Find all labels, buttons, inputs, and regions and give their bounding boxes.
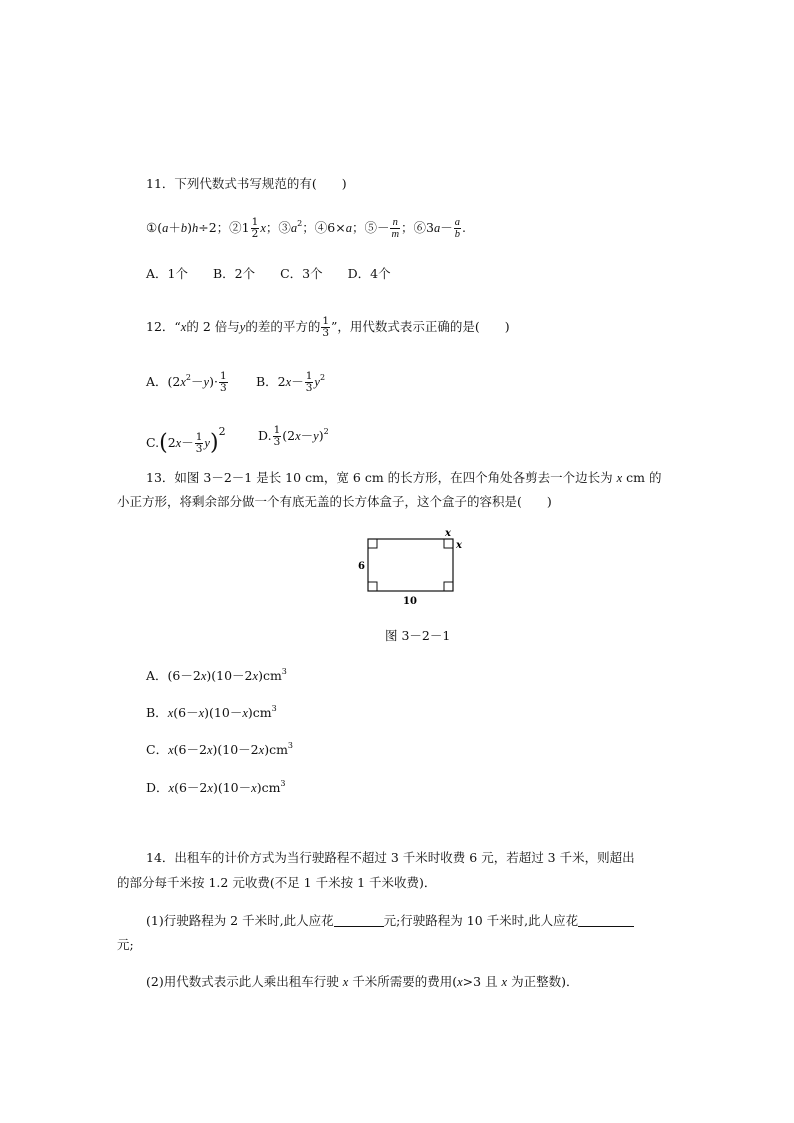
fraction: $\frac{n}{m}$ — [391, 217, 400, 240]
label-10: 10 — [403, 596, 417, 607]
q12-option-b: B．2x－ $\frac{1}{3}$ $y^2$ — [256, 370, 326, 394]
q13-option-c: C．$x(6-2x)(10-2x)cm^3$ — [146, 741, 294, 757]
q12-option-a: A．$(2x^2-y)\cdot$ $\frac{1}{3}$ — [146, 370, 227, 394]
q12-stem: 12．“x的 2 倍与y的差的平方的 $\frac{1}{3}$ ”，用代数式表示正确的是( ) — [146, 315, 510, 339]
label-x-top: x — [445, 528, 451, 539]
q11-stem: 11．下列代数式书写规范的有( ) — [146, 176, 347, 191]
q11-items: ①(a＋b)h÷2；②1 $\frac{1}{2}$ x；$③a^2$；④6×a；⑤－ $\frac{n}{m}$ ；⑥3a－ $\frac{a}{b}$ . — [146, 216, 466, 240]
q14-line1: 14．出租车的计价方式为当行驶路程不超过 3 千米时收费 6 元，若超过 3 千米，则超出 — [146, 850, 635, 865]
corner-square — [368, 582, 377, 591]
label-6: 6 — [358, 561, 365, 572]
corner-square — [444, 539, 453, 548]
q12-option-c: C.(2x－ $\frac{1}{3}$ y)$^2$ — [146, 425, 226, 456]
answer-blank[interactable] — [578, 914, 634, 927]
answer-blank[interactable] — [334, 914, 384, 927]
corner-square — [368, 539, 377, 548]
corner-square — [444, 582, 453, 591]
q13-option-d: D．$x(6-2x)(10-x)cm^3$ — [146, 779, 286, 795]
q13-option-a: A．$(6-2x)(10-2x)cm^3$ — [146, 667, 287, 683]
fraction: $\frac{1}{2}$ — [251, 216, 259, 240]
q13-line2: 小正方形，将剩余部分做一个有底无盖的长方体盒子，这个盒子的容积是( ) — [117, 494, 552, 509]
q14-part1: (1)行驶路程为 2 千米时,此人应花 元;行驶路程为 10 千米时,此人应花 — [146, 913, 634, 929]
q13-option-b: B．$x(6-x)(10-x)cm^3$ — [146, 704, 277, 720]
q13-figure — [356, 526, 468, 612]
q14-part2: (2)用代数式表示此人乘出租车行驶 x 千米所需要的费用(x>3 且 x 为正整数)． — [146, 974, 579, 989]
fraction: $\frac{1}{3}$ — [322, 315, 330, 339]
outer-rectangle — [368, 539, 453, 591]
label-x-side: x — [456, 540, 462, 551]
figure-caption: 图 3－2－1 — [385, 628, 451, 643]
fraction: $\frac{a}{b}$ — [454, 217, 461, 240]
q12-option-d: D. $\frac{1}{3}$ $(2x-y)^2$ — [258, 424, 329, 448]
q14-line2: 的部分每千米按 1.2 元收费(不足 1 千米按 1 千米收费)． — [117, 875, 437, 890]
q14-part1-end: 元; — [117, 937, 134, 952]
q13-line1: 13．如图 3－2－1 是长 10 cm，宽 6 cm 的长方形，在四个角处各剪去一个边长为 x cm 的 — [146, 470, 662, 485]
q11-choices: A．1个 B．2个 C．3个 D．4个 — [146, 266, 391, 281]
